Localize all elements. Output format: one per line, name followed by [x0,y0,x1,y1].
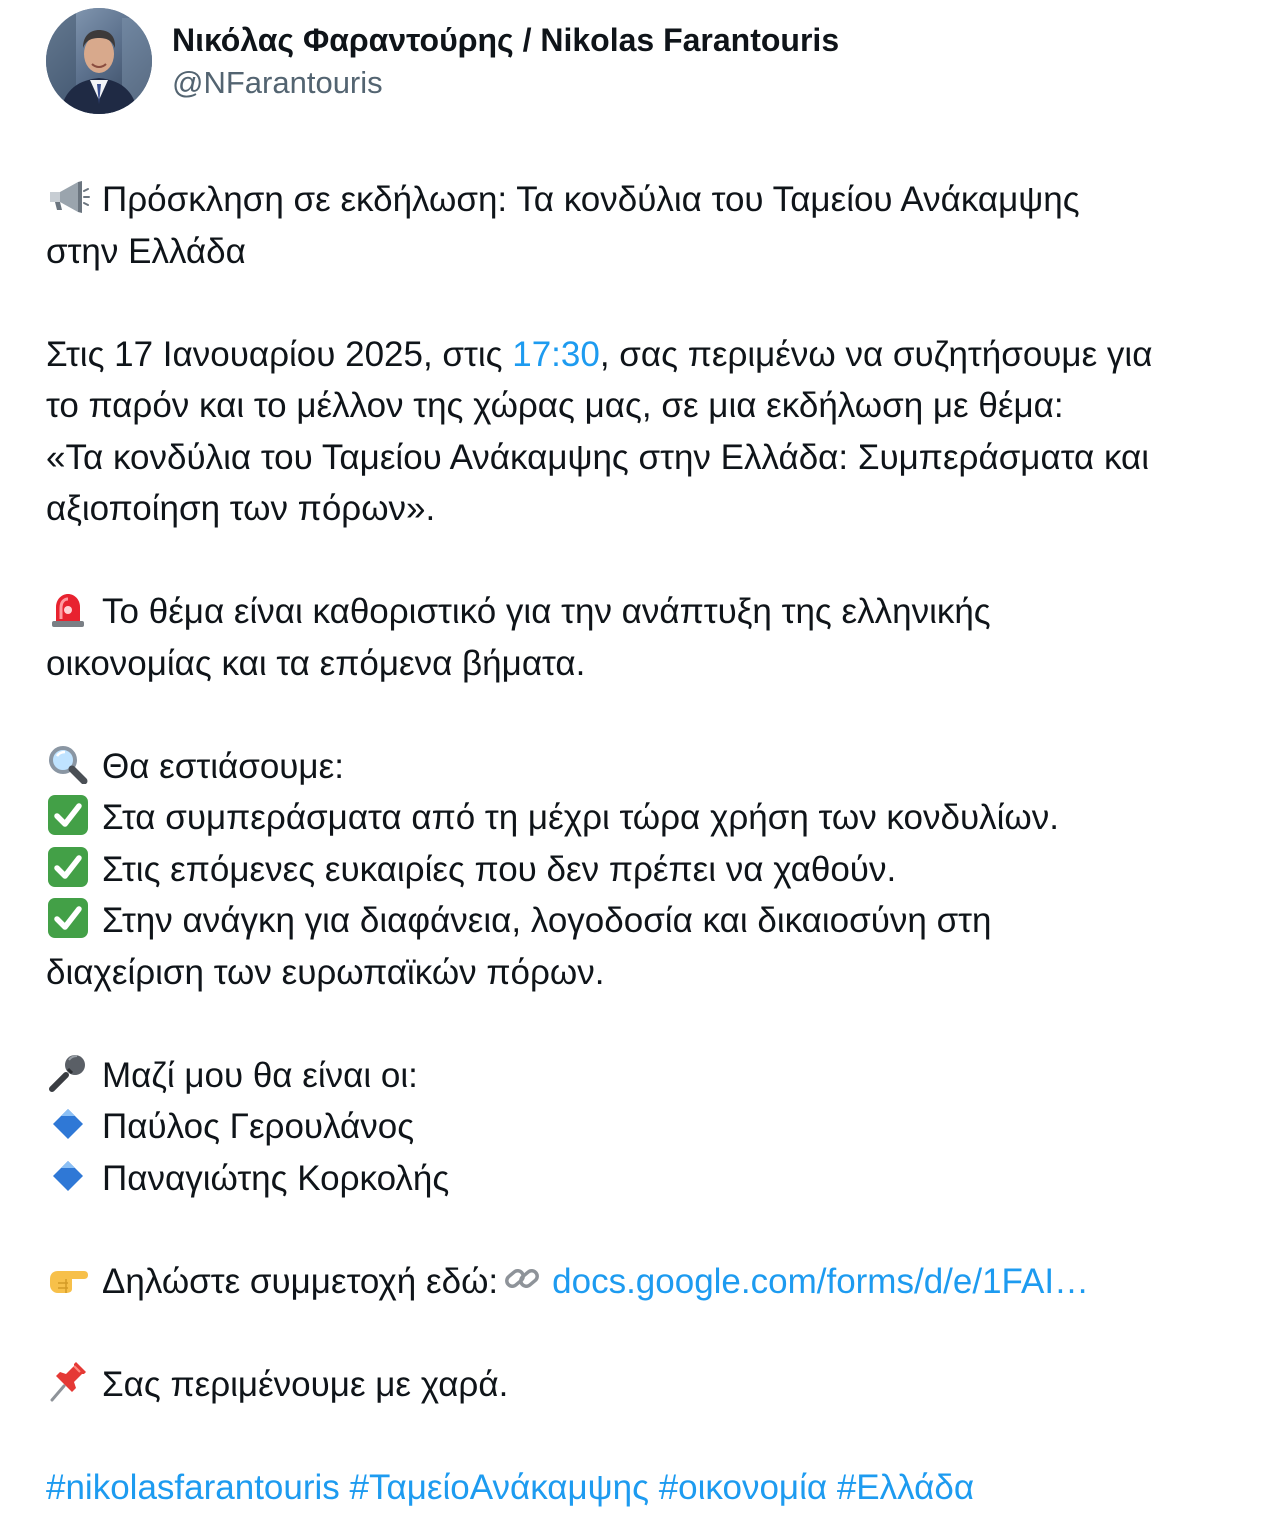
register-line [46,1256,1271,1308]
spacer [46,1410,1271,1462]
blue-diamond-icon [46,1104,90,1144]
check-mark-icon [46,847,90,887]
hashtags [46,1462,1271,1514]
hashtag-link[interactable]: #nikolasfarantouris [46,1467,340,1507]
hashtag-link[interactable]: #οικονομία [658,1467,828,1507]
date-text-rest: , σας περιμένω να συζητήσουμε για [599,334,1153,374]
blue-diamond-icon [46,1156,90,1196]
check-mark-icon [46,898,90,938]
speaker-item [46,1153,1271,1205]
focus-heading-text: Θα εστιάσουμε: [102,746,344,786]
avatar[interactable] [46,8,152,114]
spacer [46,277,1271,329]
register-label: Δηλώστε συμμετοχή εδώ: [102,1261,499,1301]
paragraph-line: το παρόν και το μέλλον της χώρας μας, σε μια εκδήλωση με θέμα: [46,386,1064,425]
paragraph-line: αξιοποίηση των πόρων». [46,489,436,528]
pointing-hand-icon [46,1259,90,1299]
paragraph-date-line [46,329,1271,381]
megaphone-icon [46,177,90,217]
speakers-heading [46,1050,1271,1102]
speaker-item [46,1101,1271,1153]
spacer [46,998,1271,1050]
paragraph-line: «Τα κονδύλια του Ταμείου Ανάκαμψης στην Ελλάδα: Συμπεράσματα και [46,437,1150,477]
registration-form-link[interactable]: docs.google.com/forms/d/e/1FAI… [552,1261,1090,1301]
importance-line [46,586,1271,638]
display-name[interactable]: Νικόλας Φαραντούρης / Nikolas Farantouris [172,21,840,58]
magnifier-icon [46,744,90,784]
spacer [46,1204,1271,1256]
closing-text: Σας περιμένουμε με χαρά. [102,1364,509,1404]
date-text: Στις 17 Ιανουαρίου 2025, στις [46,334,513,374]
closing-line [46,1359,1271,1411]
link-icon [500,1259,542,1299]
siren-icon [46,589,90,629]
pushpin-icon [46,1362,90,1402]
tweet-header [46,8,839,114]
profile-photo-icon [46,8,152,114]
author-names [172,20,839,103]
importance-text-2: οικονομίας και τα επόμενα βήματα. [46,643,586,683]
focus-item [46,844,1271,896]
speaker-name: Παύλος Γερουλάνος [102,1107,415,1146]
microphone-icon [46,1053,90,1093]
spacer [46,1307,1271,1359]
focus-heading [46,741,1271,793]
focus-item-text: Στα συμπεράσματα από τη μέχρι τώρα χρήση των κονδυλίων. [102,798,1059,837]
focus-item [46,792,1271,844]
focus-item-continued: διαχείριση των ευρωπαϊκών πόρων. [46,952,605,992]
focus-item [46,895,1271,947]
importance-text: Το θέμα είναι καθοριστικό για την ανάπτυξη της ελληνικής [102,592,991,631]
spacer [46,689,1271,741]
time-link[interactable]: 17:30 [512,334,600,374]
check-mark-icon [46,795,90,835]
speaker-name: Παναγιώτης Κορκολής [102,1158,450,1198]
tweet-text [46,174,1271,1513]
spacer [46,535,1271,587]
user-handle[interactable]: @NFarantouris [172,64,383,100]
focus-item-text: Στην ανάγκη για διαφάνεια, λογοδοσία και δικαιοσύνη στη [102,901,992,940]
title-line [46,174,1271,226]
title-text-1: Πρόσκληση σε εκδήλωση: Τα κονδύλια του Ταμείου Ανάκαμψης [102,180,1080,219]
focus-item-text: Στις επόμενες ευκαιρίες που δεν πρέπει να χαθούν. [102,849,897,889]
hashtag-link[interactable]: #Ελλάδα [836,1467,975,1507]
title-text-2: στην Ελλάδα [46,231,246,271]
hashtag-link[interactable]: #ΤαμείοΑνάκαμψης [349,1467,649,1507]
speakers-heading-text: Μαζί μου θα είναι οι: [102,1055,418,1095]
